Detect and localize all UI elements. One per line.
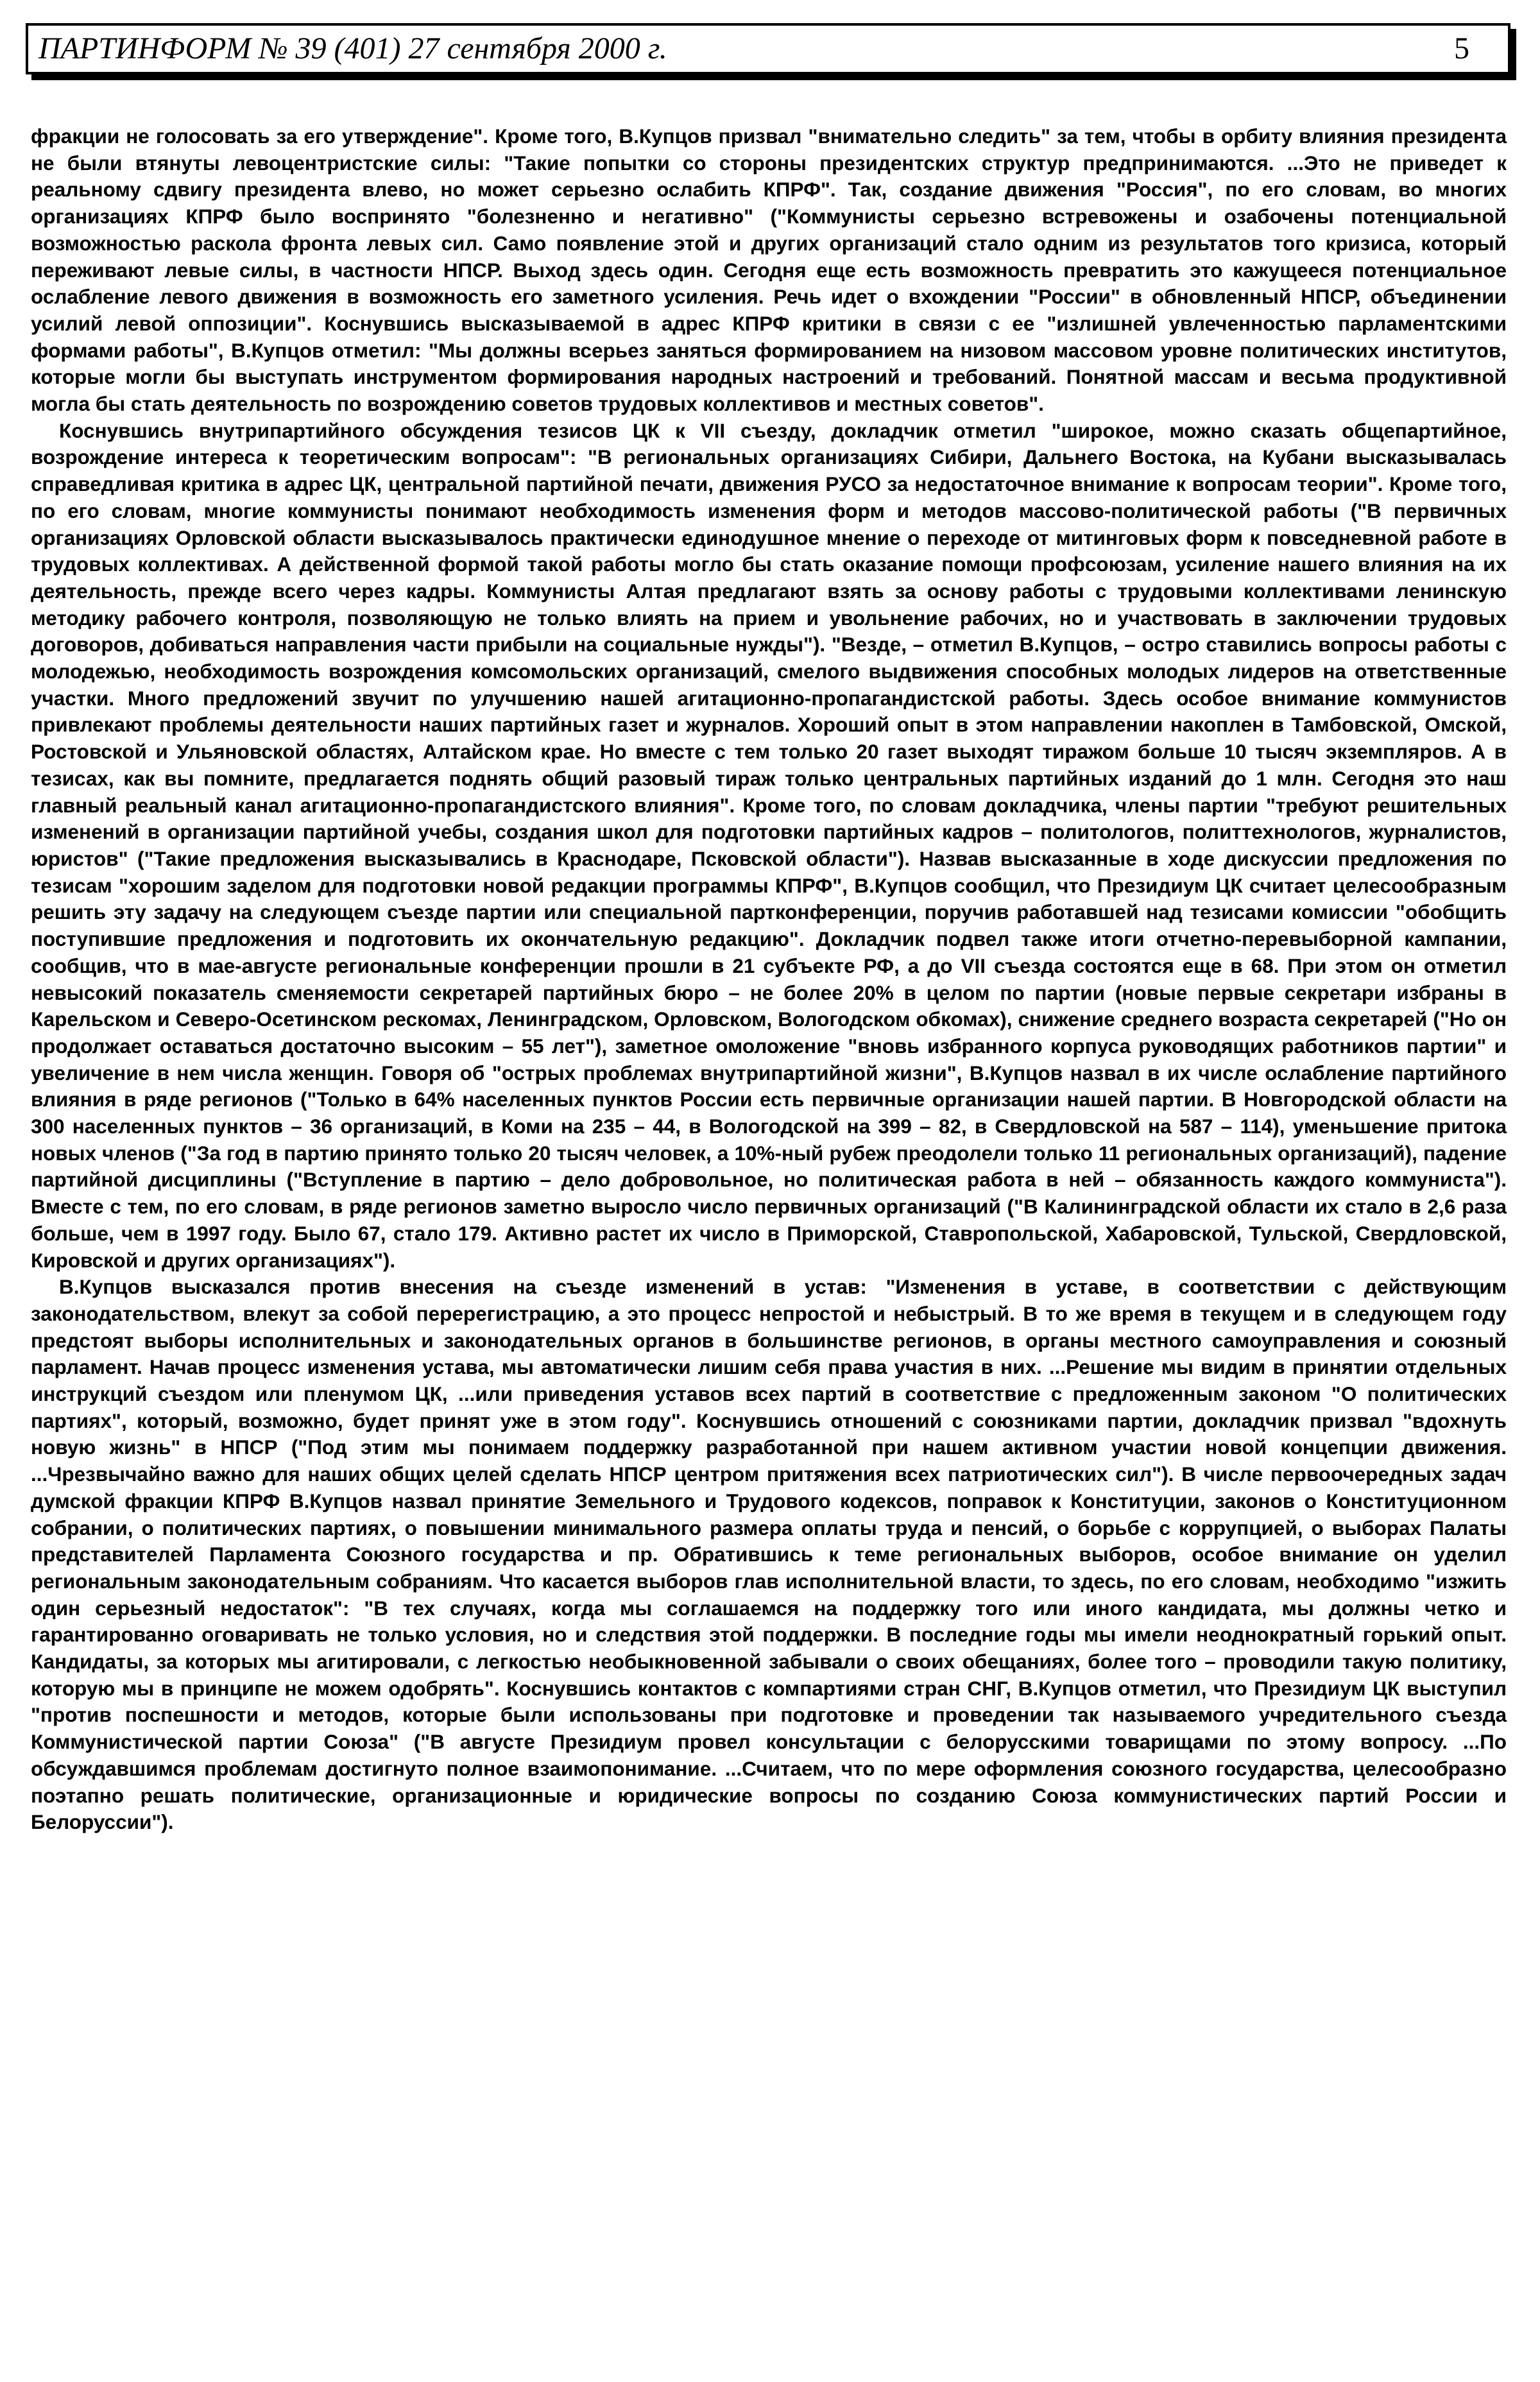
paragraph-1: фракции не голосовать за его утверждение". Кроме того, В.Купцов призвал "внимательно следить" за тем, чтобы в орбиту влияния президента не были втянуты левоцентристские силы: "Такие попытки со стороны президентских структур предпринимаются. ...Это не приведет к реальному сдвигу президента влево, но может серьезно ослабить КПРФ". Так, создание движения "Россия", по его словам, во многих организациях КПРФ было воспринято "болезненно и негативно" ("Коммунисты серьезно встревожены и озабочены потенциальной возможностью раскола фронта левых сил. Само появление этой и других организаций стало одним из результатов того кризиса, который переживают левые силы, в частности НПСР. Выход здесь один. Сегодня еще есть возможность превратить это кажущееся потенциальное ослабление левого движения в возможность его заметного усиления. Речь идет о вхождении "России" в обновленный НПСР, объединении усилий левой оппозиции". Коснувшись высказываемой в адрес КПРФ критики в связи с ее "излишней увлеченностью парламентскими формами работы", В.Купцов отметил: "Мы должны всерьез заняться формированием на низовом массовом уровне политических институтов, которые могли бы выступать инструментом формирования народных настроений и требований. Понятной массам и весьма продуктивной могла бы стать деятельность по возрождению советов трудовых коллективов и местных советов". — [31, 124, 1507, 416]
page-number: 5 — [1454, 31, 1469, 65]
publication-title: ПАРТИНФОРМ № 39 (401) 27 сентября 2000 г. — [38, 31, 667, 65]
page-header — [26, 23, 1510, 74]
paragraph-3: В.Купцов высказался против внесения на съезде изменений в устав: "Изменения в уставе, в соответствии с действующим законодательством, влекут за собой перерегистрацию, а это процесс непростой и небыстрый. В то же время в текущем и в следующем году предстоят выборы исполнительных и законодательных органов в большинстве регионов, в органы местного самоуправления и союзный парламент. Начав процесс изменения устава, мы автоматически лишим себя права участия в них. ...Решение мы видим в принятии отдельных инструкций съездом или пленумом ЦК, ...или приведения уставов всех партий в соответствие с предложенным законом "О политических партиях", который, возможно, будет принят уже в этом году". Коснувшись отношений с союзниками партии, докладчик призвал "вдохнуть новую жизнь" в НПСР ("Под этим мы понимаем поддержку разработанной при нашем активном участии новой концепции движения. ...Чрезвычайно важно для наших общих целей сделать НПСР центром притяжения всех патриотических сил"). В числе первоочередных задач думской фракции КПРФ В.Купцов назвал принятие Земельного и Трудового кодексов, поправок к Конституции, законов о Конституционном собрании, о политических партиях, о повышении минимального размера оплаты труда и пенсий, о борьбе с коррупцией, о выборах Палаты представителей Парламента Союзного государства и пр. Обратившись к теме региональных выборов, особое внимание он уделил региональным законодательным собраниям. Что касается выборов глав исполнительной власти, то здесь, по его словам, необходимо "изжить один серьезный недостаток": "В тех случаях, когда мы соглашаемся на поддержку того или иного кандидата, мы должны четко и гарантированно оговаривать не только условия, но и следствия этой поддержки. В последние годы мы имели неоднократный горький опыт. Кандидаты, за которых мы агитировали, с легкостью необыкновенной забывали о своих обещаниях, более того – проводили такую политику, которую мы в принципе не можем одобрять". Коснувшись контактов с компартиями стран СНГ, В.Купцов отметил, что Президиум ЦК выступил "против поспешности и методов, которые были использованы при подготовке и проведении так называемого учредительного съезда Коммунистической партии Союза" ("В августе Президиум провел консультации с белорусскими товарищами по этому вопросу. ...По обсуждавшимся проблемам достигнуто полное взаимопонимание. ...Считаем, что по мере оформления союзного государства, целесообразно поэтапно решать политические, организационные и юридические вопросы по созданию Союза коммунистических партий России и Белоруссии"). — [31, 1275, 1507, 1834]
paragraph-2: Коснувшись внутрипартийного обсуждения тезисов ЦК к VII съезду, докладчик отметил "широкое, можно сказать общепартийное, возрождение интереса к теоретическим вопросам": "В региональных организациях Сибири, Дальнего Востока, на Кубани высказывалась справедливая критика в адрес ЦК, центральной партийной печати, движения РУСО за недостаточное внимание к вопросам теории". Кроме того, по его словам, многие коммунисты понимают необходимость изменения форм и методов массово-политической работы ("В первичных организациях Орловской области высказывалось практически единодушное мнение о переходе от митинговых форм к повседневной работе в трудовых коллективах. А действенной формой такой работы могло бы стать оказание помощи профсоюзам, усиление нашего влияния на их деятельность, прежде всего через кадры. Коммунисты Алтая предлагают взять за основу работы с трудовыми коллективами ленинскую методику рабочего контроля, позволяющую не только влиять на прием и увольнение рабочих, но и участвовать в заключении трудовых договоров, добиваться направления части прибыли на социальные нужды"). "Везде, – отметил В.Купцов, – остро ставились вопросы работы с молодежью, необходимость возрождения комсомольских организаций, смелого выдвижения способных молодых лидеров на ответственные участки. Много предложений звучит по улучшению нашей агитационно-пропагандистской работы. Здесь особое внимание коммунистов привлекают проблемы деятельности наших партийных газет и журналов. Хороший опыт в этом направлении накоплен в Тамбовской, Омской, Ростовской и Ульяновской областях, Алтайском крае. Но вместе с тем только 20 газет выходят тиражом больше 10 тысяч экземпляров. А в тезисах, как вы помните, предлагается поднять общий разовый тираж только центральных партийных изданий до 1 млн. Сегодня это наш главный реальный канал агитационно-пропагандистского влияния". Кроме того, по словам докладчика, члены партии "требуют решительных изменений в организации партийной учебы, создания школ для подготовки партийных кадров – политологов, политтехнологов, журналистов, юристов" ("Такие предложения высказывались в Краснодаре, Псковской области"). Назвав высказанные в ходе дискуссии предложения по тезисам "хорошим заделом для подготовки новой редакции программы КПРФ", В.Купцов сообщил, что Президиум ЦК считает целесообразным решить эту задачу на следующем съезде партии или специальной партконференции, поручив работавшей над тезисами комиссии "обобщить поступившие предложения и подготовить их окончательную редакцию". Докладчик подвел также итоги отчетно-перевыборной кампании, сообщив, что в мае-августе региональные конференции прошли в 21 субъекте РФ, а до VII съезда состоятся еще в 68. При этом он отметил невысокий показатель сменяемости секретарей партийных бюро – не более 20% в целом по партии (новые первые секретари избраны в Карельском и Северо-Осетинском рескомах, Ленинградском, Орловском, Вологодском обкомах), снижение среднего возраста секретарей ("Но он продолжает оставаться достаточно высоким – 55 лет"), заметное омоложение "вновь избранного корпуса руководящих работников партии" и увеличение в нем числа женщин. Говоря об "острых проблемах внутрипартийной жизни", В.Купцов назвал в их числе ослабление партийного влияния в ряде регионов ("Только в 64% населенных пунктов России есть первичные организации нашей партии. В Новгородской области на 300 населенных пунктов – 36 организаций, в Коми на 235 – 44, в Вологодской на 399 – 82, в Свердловской на 587 – 114), уменьшение притока новых членов ("За год в партию принято только 20 тысяч человек, а 10%-ный рубеж преодолели только 11 региональных организаций), падение партийной дисциплины ("Вступление в партию – дело добровольное, но политическая работа в ней – обязанность каждого коммуниста"). Вместе с тем, по его словам, в ряде регионов заметно выросло число первичных организаций ("В Калининградской области их стало в 2,6 раза больше, чем в 1997 году. Было 67, стало 179. Активно растет их число в Приморской, Ставропольской, Хабаровской, Тульской, Свердловской, Кировской и других организациях"). — [31, 418, 1507, 1272]
article-body — [31, 123, 1507, 1836]
